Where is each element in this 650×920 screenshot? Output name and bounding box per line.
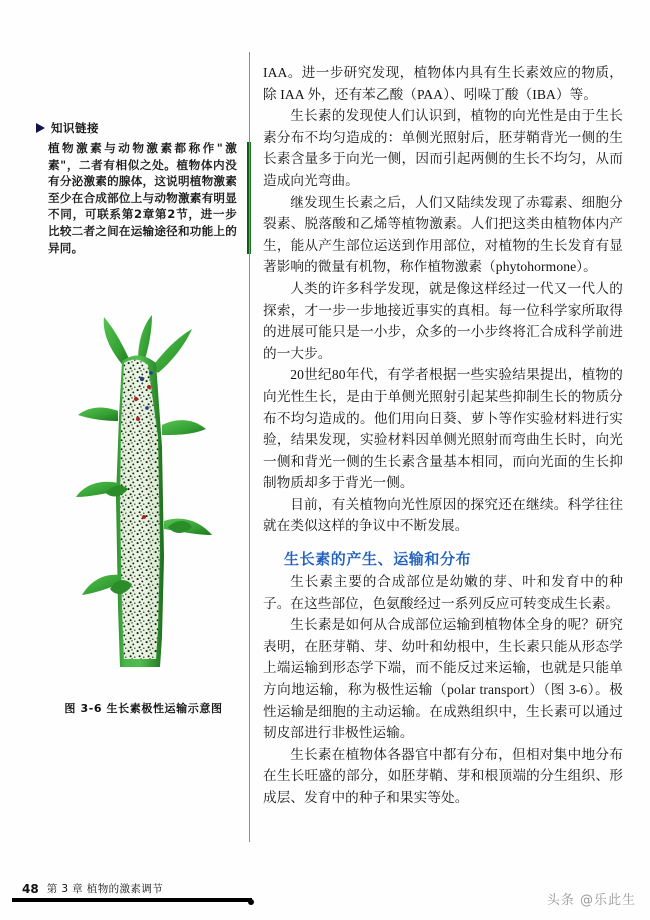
paragraph: 目前，有关植物向光性原因的探究还在继续。科学往往就在类似这样的争议中不断发展。 — [263, 496, 623, 534]
note-body-wrap — [36, 140, 251, 256]
paragraph: 20世纪80年代，有学者根据一些实验结果提出，植物的向光性生长，是由于单侧光照射引起某些抑制生长的物质分布不均匀造成的。他们用向日葵、萝卜等作实验材料进行实验，结果发现，实验材料因单侧光照射而弯曲生长时，向光一侧和背光一侧的生长素含量基本相同，而向光面的生长抑制物质却多于背光一侧。 — [263, 367, 623, 491]
section-heading: 生长素的产生、运输和分布 — [284, 550, 472, 569]
figure-polar-transport — [36, 307, 251, 716]
footer-chapter-label: 第 3 章 植物的激素调节 — [46, 883, 164, 895]
main-text-column — [263, 62, 623, 809]
column-divider — [249, 52, 250, 842]
note-header — [36, 120, 251, 136]
triangle-right-icon — [36, 123, 45, 133]
paragraph: 继发现生长素之后，人们又陆续发现了赤霉素、细胞分裂素、脱落酸和乙烯等植物激素。人们把这类由植物体内产生，能从产生部位运送到作用部位，对植物的生长发育有显著影响的微量有机物，称作植物激素（phytohormone）。 — [263, 194, 623, 275]
footer-rule — [12, 898, 252, 902]
footer-dot — [248, 899, 254, 905]
paragraph: 生长素是如何从合成部位运输到植物体全身的呢？研究表明，在胚芽鞘、芽、幼叶和幼根中，生长素只能从形态学上端运输到形态学下端，而不能反过来运输，也就是只能单方向地运输，称为极性运输（polar transport）（图 3-6）。极性运输是细胞的主动运输。在成熟组织中，生长素可以通过韧皮部进行非极性运输。 — [263, 617, 623, 741]
paragraph: 生长素在植物体各器官中都有分布，但相对集中地分布在生长旺盛的部分，如胚芽鞘、芽和根顶端的分生组织、形成层、发育中的种子和果实等处。 — [263, 746, 623, 805]
watermark: 头条 @乐此生 — [546, 893, 636, 908]
paragraph: 生长素主要的合成部位是幼嫩的芽、叶和发育中的种子。在这些部位，色氨酸经过一系列反应可转变成生长素。 — [263, 574, 623, 611]
note-body-text: 植物激素与动物激素都称作"激素"，二者有相似之处。植物体内没有分泌激素的腺体，这说明植物激素至少在合成部位上与动物激素有明显不同，可联系第2章第2节，进一步比较二者之间在运输途径和功能上的异同。 — [48, 141, 237, 255]
paragraph: 生长素的发现使人们认识到，植物的向光性是由于生长素分布不均匀造成的：单侧光照射后，胚芽鞘背光一侧的生长素含量多于向光一侧，因而引起两侧的生长不均匀，从而造成向光弯曲。 — [263, 108, 623, 188]
left-column — [36, 52, 251, 872]
page-footer — [22, 881, 163, 896]
page-number: 48 — [22, 881, 39, 896]
plant-stem-illustration — [64, 307, 224, 692]
note-title: 知识链接 — [51, 121, 99, 135]
paragraph: 人类的许多科学发现，就是像这样经过一代又一代人的探索，才一步一步地接近事实的真相。每一位科学家所取得的进展可能只是一小步，众多的一小步终将汇合成科学前进的一大步。 — [263, 280, 623, 361]
knowledge-link-note — [36, 120, 251, 256]
paragraph: IAA。进一步研究发现，植物体内具有生长素效应的物质，除 IAA 外，还有苯乙酸（PAA）、吲哚丁酸（IBA）等。 — [263, 65, 623, 102]
figure-caption: 图 3-6 生长素极性运输示意图 — [64, 702, 223, 715]
